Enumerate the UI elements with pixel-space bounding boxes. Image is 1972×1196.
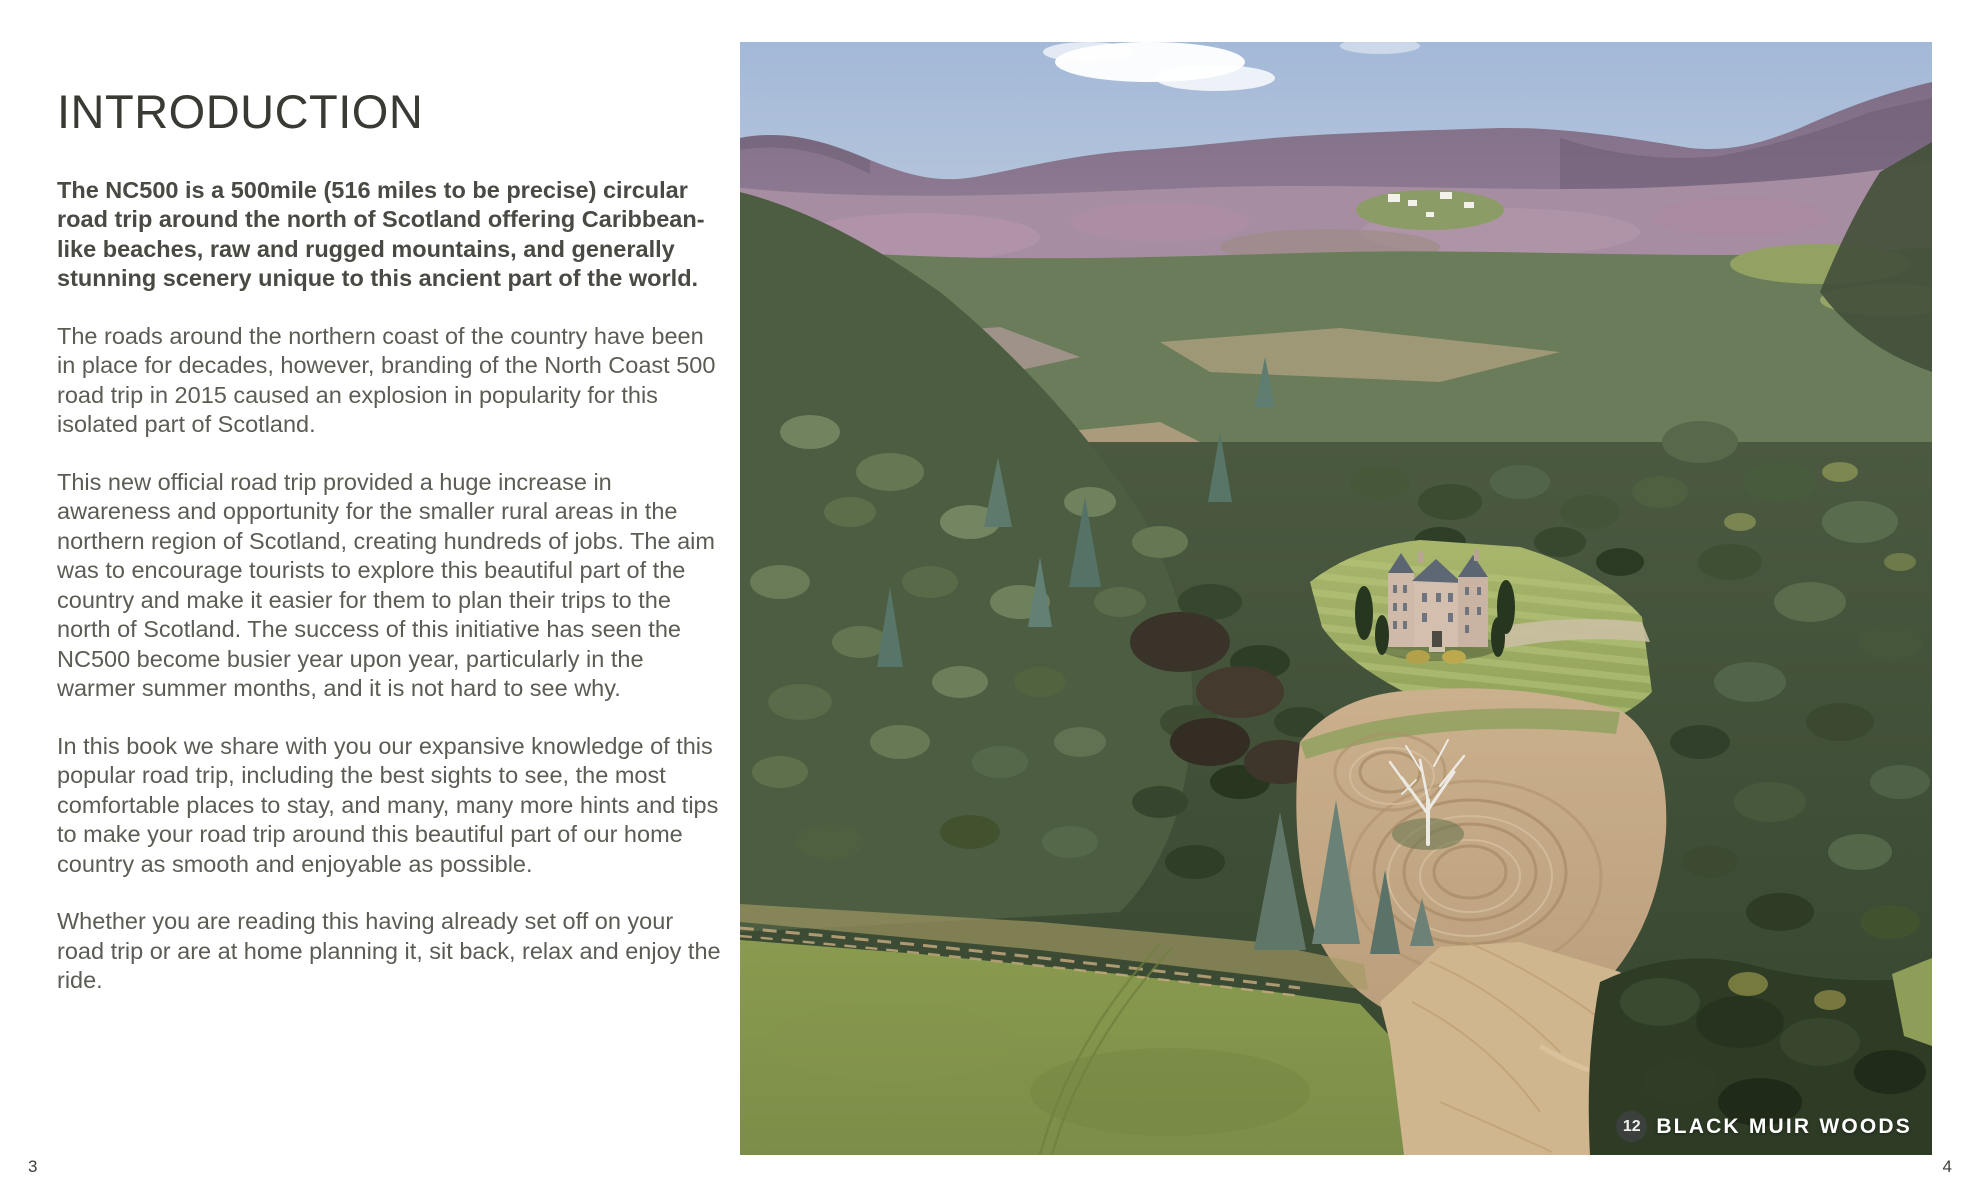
caption-number-badge (1616, 1111, 1647, 1142)
page-title: INTRODUCTION (57, 85, 424, 138)
page-number-right: 4 (1942, 1157, 1952, 1176)
paragraph-2: This new official road trip provided a huge increase in awareness and opportunity for the smaller rural areas in the northern region of Scotland, creating hundreds of jobs. The aim was to encourage tourists to explore this beautiful part of the country and make it easier for them to plan their trips to the north of Scotland. The success of this initiative has seen the NC500 become busier year upon year, particularly in the warmer summer months, and it is not hard to see why. (57, 468, 715, 702)
paragraph-1: The roads around the northern coast of the country have been in place for decades, however, branding of the North Coast 500 road trip in 2015 caused an explosion in popularity for this isolated part of Scotland. (57, 322, 716, 438)
aerial-photo (740, 42, 1932, 1155)
lead-paragraph: The NC500 is a 500mile (516 miles to be precise) circular road trip around the north of Scotland offering Caribbean-like beaches, raw and rugged mountains, and generally stunning scenery unique to this ancient part of the world. (57, 176, 705, 292)
paragraph-3: In this book we share with you our expansive knowledge of this popular road trip, including the best sights to see, the most comfortable places to stay, and many, many more hints and tips to make your road trip around this beautiful part of our home country as smooth and enjoyable as possible. (57, 732, 719, 877)
landscape-illustration (740, 42, 1932, 1155)
intro-text-column (57, 86, 721, 1024)
photo-caption (1616, 1111, 1912, 1142)
caption-label: BLACK MUIR WOODS (1656, 1114, 1912, 1138)
field-mottle (770, 1002, 1010, 1082)
paragraph-4: Whether you are reading this having already set off on your road trip or are at home planning it, sit back, relax and enjoy the ride. (57, 908, 721, 994)
field-mottle-2 (1030, 1048, 1310, 1136)
page-number-left: 3 (28, 1157, 38, 1176)
caption-number: 12 (1622, 1117, 1641, 1135)
